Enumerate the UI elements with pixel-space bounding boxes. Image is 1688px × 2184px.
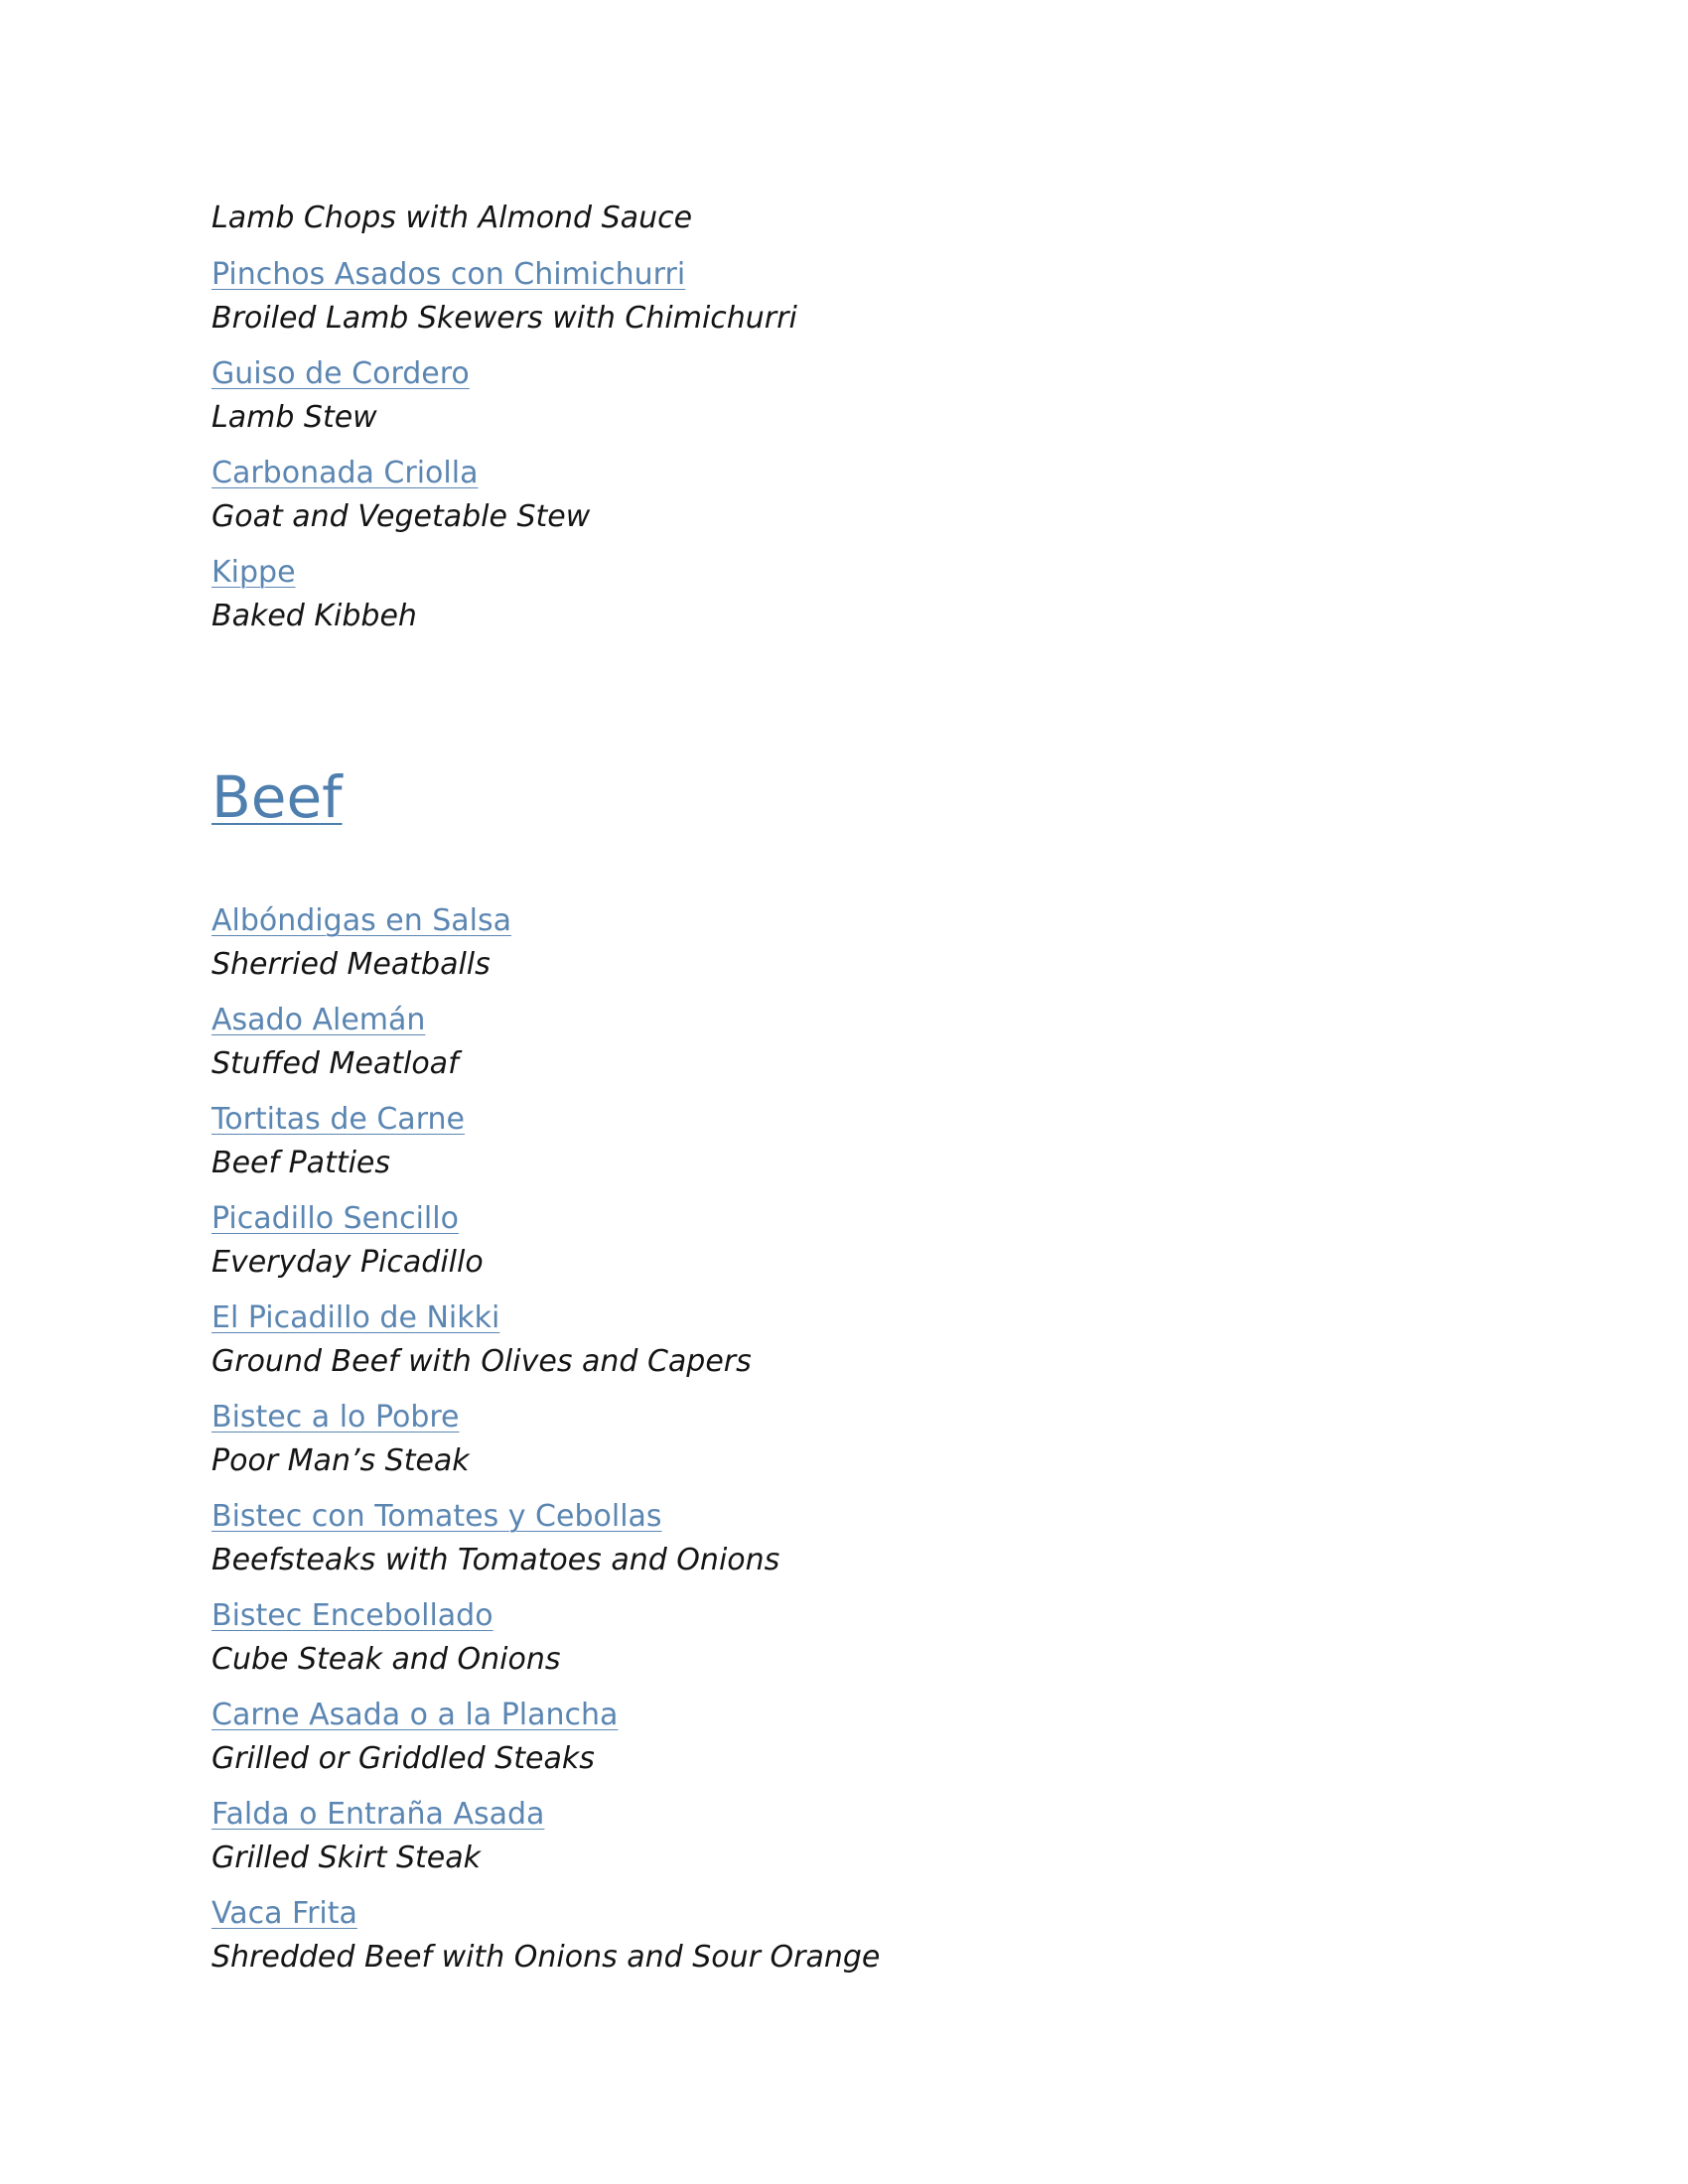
recipe-subtitle: Shredded Beef with Onions and Sour Orange — [211, 1940, 881, 1975]
recipe-link-bistec-a-lo-pobre[interactable]: Bistec a lo Pobre — [211, 1400, 460, 1434]
recipe-entry — [211, 1892, 880, 1979]
recipe-subtitle: Grilled Skirt Steak — [211, 1841, 482, 1875]
recipe-subtitle: Stuffed Meatloaf — [211, 1046, 459, 1081]
recipe-entry — [211, 999, 880, 1086]
recipe-link-vaca-frita[interactable]: Vaca Frita — [211, 1896, 357, 1931]
recipe-entry — [211, 899, 880, 987]
recipe-subtitle: Goat and Vegetable Stew — [211, 499, 591, 534]
recipe-entry — [211, 1396, 880, 1483]
document-page — [211, 0, 1502, 2184]
recipe-entry — [211, 452, 797, 539]
recipe-link-asado-aleman[interactable]: Asado Alemán — [211, 1003, 426, 1037]
recipe-entry — [211, 551, 797, 638]
lamb-recipe-list — [211, 253, 797, 650]
section-heading-beef[interactable]: Beef — [211, 763, 343, 831]
recipe-entry — [211, 1297, 880, 1384]
recipe-subtitle: Cube Steak and Onions — [211, 1642, 561, 1677]
recipe-entry — [211, 352, 797, 440]
recipe-link-bistec-encebollado[interactable]: Bistec Encebollado — [211, 1598, 493, 1633]
recipe-subtitle: Broiled Lamb Skewers with Chimichurri — [211, 301, 797, 336]
recipe-link-falda-entrana[interactable]: Falda o Entraña Asada — [211, 1797, 545, 1832]
recipe-entry — [211, 1495, 880, 1582]
recipe-link-picadillo-sencillo[interactable]: Picadillo Sencillo — [211, 1201, 459, 1236]
recipe-subtitle: Lamb Stew — [211, 400, 377, 435]
recipe-link-carbonada-criolla[interactable]: Carbonada Criolla — [211, 456, 479, 490]
recipe-subtitle: Lamb Chops with Almond Sauce — [211, 201, 693, 235]
beef-recipe-list — [211, 899, 880, 1991]
recipe-subtitle: Everyday Picadillo — [211, 1245, 484, 1280]
recipe-entry — [211, 1594, 880, 1682]
recipe-link-bistec-con-tomates[interactable]: Bistec con Tomates y Cebollas — [211, 1499, 662, 1534]
recipe-entry — [211, 253, 797, 341]
recipe-subtitle: Ground Beef with Olives and Capers — [211, 1344, 752, 1379]
recipe-subtitle: Beef Patties — [211, 1146, 391, 1180]
recipe-link-pinchos-asados[interactable]: Pinchos Asados con Chimichurri — [211, 257, 686, 292]
recipe-subtitle: Baked Kibbeh — [211, 599, 417, 633]
recipe-link-tortitas-de-carne[interactable]: Tortitas de Carne — [211, 1102, 465, 1137]
recipe-entry — [211, 1694, 880, 1781]
recipe-link-guiso-de-cordero[interactable]: Guiso de Cordero — [211, 356, 470, 391]
recipe-link-kippe[interactable]: Kippe — [211, 555, 296, 590]
recipe-entry — [211, 1098, 880, 1185]
recipe-entry — [211, 1197, 880, 1285]
recipe-subtitle: Sherried Meatballs — [211, 947, 491, 982]
recipe-subtitle: Beefsteaks with Tomatoes and Onions — [211, 1543, 780, 1577]
recipe-link-picadillo-de-nikki[interactable]: El Picadillo de Nikki — [211, 1300, 500, 1335]
recipe-subtitle: Poor Man’s Steak — [211, 1443, 470, 1478]
recipe-subtitle: Grilled or Griddled Steaks — [211, 1741, 595, 1776]
recipe-link-albondigas[interactable]: Albóndigas en Salsa — [211, 903, 512, 938]
recipe-entry — [211, 1793, 880, 1880]
recipe-link-carne-asada[interactable]: Carne Asada o a la Plancha — [211, 1698, 619, 1732]
